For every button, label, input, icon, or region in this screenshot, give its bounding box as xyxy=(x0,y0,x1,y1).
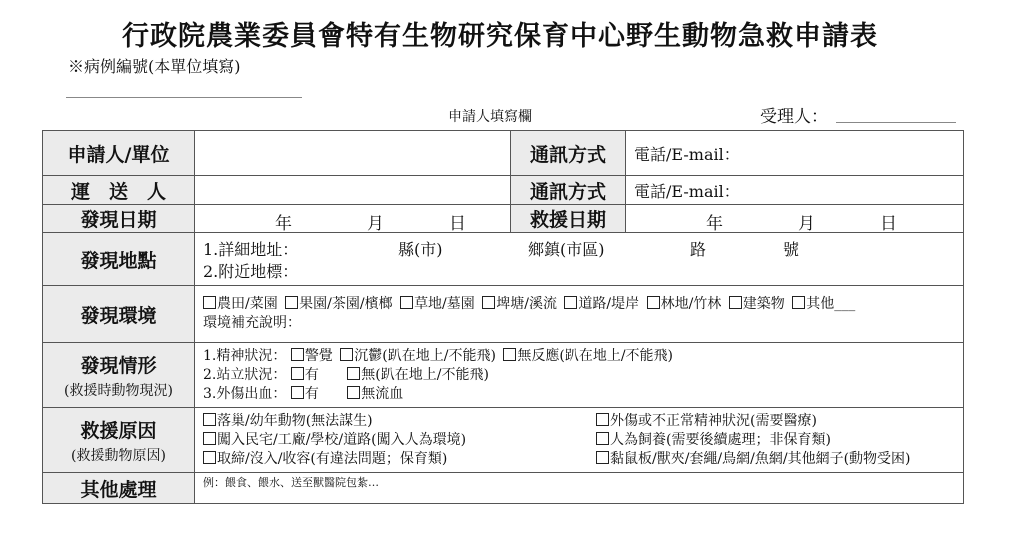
option-label: 有 xyxy=(304,385,319,402)
checkbox[interactable] xyxy=(596,413,609,426)
location-field[interactable] xyxy=(195,233,964,286)
receiver-label: 受理人： xyxy=(760,107,828,127)
environment-field xyxy=(195,286,964,343)
situation-title: 發現情形 xyxy=(80,354,157,377)
option-label: 建築物 xyxy=(742,296,785,312)
option-label: 有 xyxy=(304,366,319,383)
option-label: 無流血 xyxy=(361,385,404,402)
other-field[interactable] xyxy=(195,473,964,504)
environment-options xyxy=(203,295,963,314)
option-label: 林地/竹林 xyxy=(660,296,722,312)
reason-line-3 xyxy=(203,450,963,469)
rescue-year-unit: 年 xyxy=(706,214,723,234)
checkbox[interactable] xyxy=(203,296,216,309)
road-unit: 路 xyxy=(690,240,707,259)
application-form-table xyxy=(42,130,964,504)
situation-row xyxy=(43,343,964,408)
option-label: 道路/堤岸 xyxy=(578,296,640,312)
found-date-label: 發現日期 xyxy=(43,205,195,233)
line-prefix: 1.精神狀況： xyxy=(203,347,287,364)
checkbox[interactable] xyxy=(291,386,304,399)
checkbox[interactable] xyxy=(564,296,577,309)
checkbox[interactable] xyxy=(729,296,742,309)
checkbox[interactable] xyxy=(647,296,660,309)
situation-subtitle: (救援時動物現況) xyxy=(64,382,173,399)
applicant-contact-field[interactable]: 電話/E-mail： xyxy=(626,131,964,176)
case-number-field[interactable] xyxy=(66,97,302,98)
form-title: 行政院農業委員會特有生物研究保育中心野生動物急救申請表 xyxy=(122,21,878,52)
option-label: 無反應(趴在地上/不能飛) xyxy=(517,347,673,364)
option-label: 警覺 xyxy=(304,347,333,364)
county-unit: 縣(市) xyxy=(398,240,443,259)
checkbox[interactable] xyxy=(596,451,609,464)
environment-note[interactable]: 環境補充說明： xyxy=(203,315,301,331)
reason-label xyxy=(43,408,195,473)
checkbox[interactable] xyxy=(291,367,304,380)
rescue-date-field[interactable] xyxy=(626,205,964,233)
line-prefix: 3.外傷出血： xyxy=(203,385,287,402)
option-label: 外傷或不正常精神狀況(需要醫療) xyxy=(610,412,817,429)
checkbox[interactable] xyxy=(347,367,360,380)
rescue-month-unit: 月 xyxy=(798,214,815,234)
checkbox[interactable] xyxy=(203,432,216,445)
option-label: 無(趴在地上/不能飛) xyxy=(361,366,489,383)
found-day-unit: 日 xyxy=(449,214,466,234)
landmark-line: 2.附近地標： xyxy=(203,262,299,281)
transporter-contact-label: 通訊方式 xyxy=(511,176,626,205)
checkbox[interactable] xyxy=(203,451,216,464)
situation-label xyxy=(43,343,195,408)
checkbox[interactable] xyxy=(285,296,298,309)
line-prefix: 2.站立狀況： xyxy=(203,366,287,383)
other-row xyxy=(43,473,964,504)
option-label: 落巢/幼年動物(無法謀生) xyxy=(217,412,373,429)
applicant-row xyxy=(43,131,964,176)
found-date-field[interactable] xyxy=(195,205,511,233)
environment-row xyxy=(43,286,964,343)
checkbox[interactable] xyxy=(347,386,360,399)
checkbox[interactable] xyxy=(792,296,805,309)
checkbox[interactable] xyxy=(203,413,216,426)
address-prefix: 1.詳細地址： xyxy=(203,240,299,259)
location-row xyxy=(43,233,964,286)
option-label: 其他___ xyxy=(806,296,856,312)
reason-title: 救援原因 xyxy=(80,419,157,442)
case-number-label: ※病例編號(本單位填寫) xyxy=(68,57,241,76)
reason-field xyxy=(195,408,964,473)
section-label: 申請人填寫欄 xyxy=(448,109,532,125)
applicant-label: 申請人/單位 xyxy=(43,131,195,176)
transporter-row xyxy=(43,176,964,205)
checkbox[interactable] xyxy=(291,348,304,361)
receiver-field[interactable] xyxy=(836,122,956,123)
standing-line xyxy=(203,366,963,385)
applicant-contact-label: 通訊方式 xyxy=(511,131,626,176)
checkbox[interactable] xyxy=(503,348,516,361)
option-label: 果園/茶園/檳榔 xyxy=(299,296,393,312)
checkbox[interactable] xyxy=(400,296,413,309)
rescue-date-label: 救援日期 xyxy=(511,205,626,233)
rescue-day-unit: 日 xyxy=(880,214,897,234)
reason-subtitle: (救援動物原因) xyxy=(71,447,166,464)
checkbox[interactable] xyxy=(482,296,495,309)
checkbox[interactable] xyxy=(596,432,609,445)
option-label: 人為飼養(需要後續處理；非保育類) xyxy=(610,431,831,448)
location-label: 發現地點 xyxy=(43,233,195,286)
checkbox[interactable] xyxy=(340,348,353,361)
transporter-contact-field[interactable]: 電話/E-mail： xyxy=(626,176,964,205)
option-label: 黏鼠板/獸夾/套繩/鳥網/魚網/其他網子(動物受困) xyxy=(610,450,911,467)
transporter-label: 運 送 人 xyxy=(43,176,195,205)
township-unit: 鄉鎮(市區) xyxy=(528,240,605,259)
bleeding-line xyxy=(203,385,963,404)
found-month-unit: 月 xyxy=(367,214,384,234)
option-label: 沉鬱(趴在地上/不能飛) xyxy=(354,347,496,364)
address-line xyxy=(203,237,963,259)
other-label: 其他處理 xyxy=(43,473,195,504)
situation-field xyxy=(195,343,964,408)
option-label: 埤塘/溪流 xyxy=(496,296,557,312)
reason-row xyxy=(43,408,964,473)
option-label: 取締/沒入/收容(有違法問題；保育類) xyxy=(217,450,448,467)
option-label: 草地/墓園 xyxy=(414,296,475,312)
environment-label: 發現環境 xyxy=(43,286,195,343)
found-year-unit: 年 xyxy=(275,214,292,234)
dates-row xyxy=(43,205,964,233)
other-example: 例：餵食、餵水、送至獸醫院包紮… xyxy=(203,476,379,489)
option-label: 農田/菜園 xyxy=(217,296,278,312)
number-unit: 號 xyxy=(783,240,800,259)
reason-line-1 xyxy=(203,412,963,431)
transporter-field[interactable] xyxy=(195,176,511,205)
mental-state-line xyxy=(203,347,963,366)
reason-line-2 xyxy=(203,431,963,450)
option-label: 闖入民宅/工廠/學校/道路(闖入人為環境) xyxy=(217,431,467,448)
applicant-field[interactable] xyxy=(195,131,511,176)
